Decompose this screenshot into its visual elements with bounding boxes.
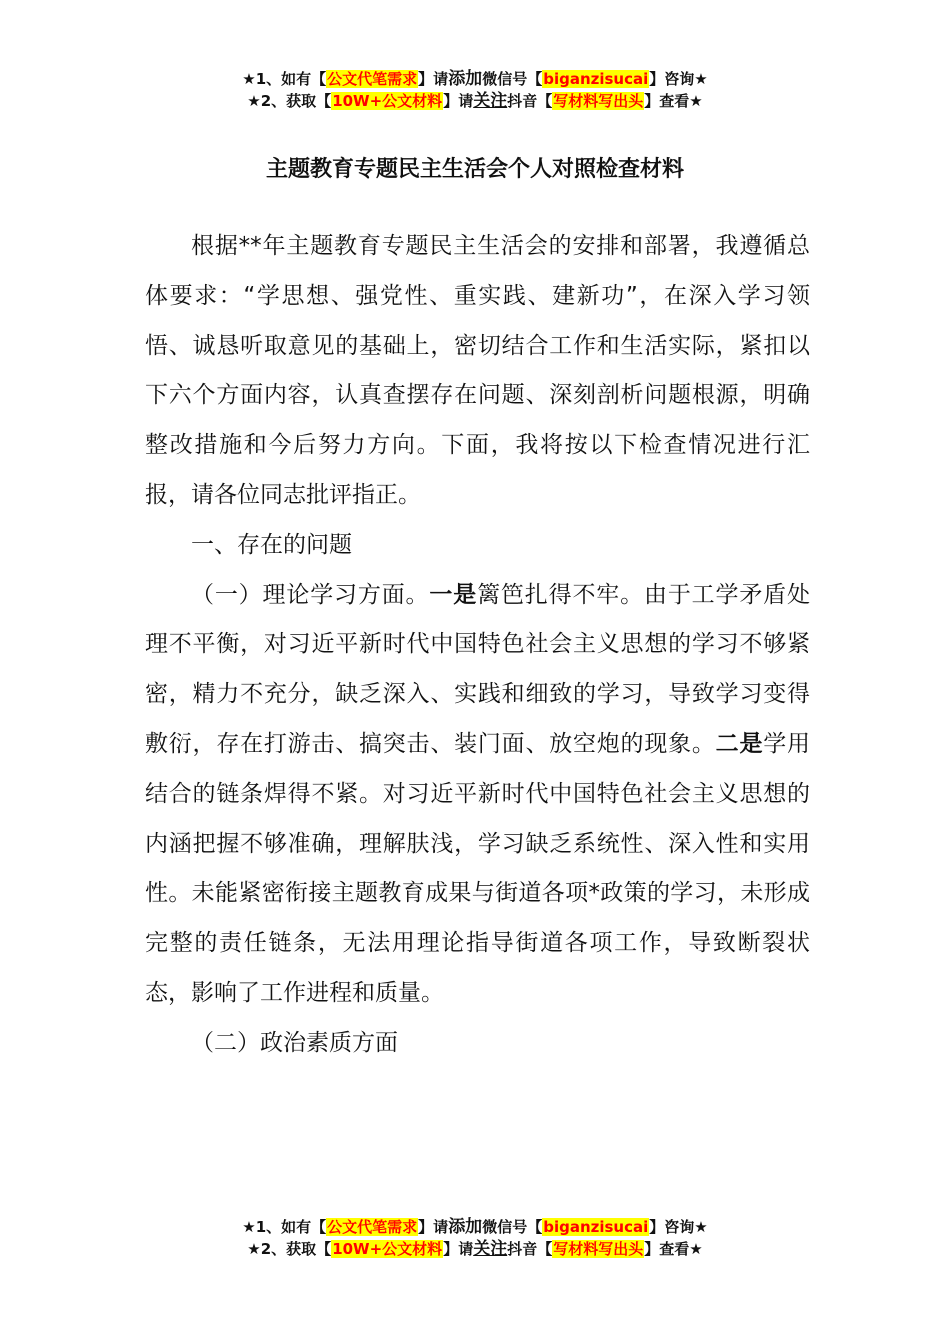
promo-line-2: ★2、获取【10W+公文材料】请关注抖音【写材料写出头】查看★ [247,1239,703,1259]
subsection-heading: （一）理论学习方面。 [191,581,430,608]
promo-strong-word: 关注 [473,91,508,111]
promo-highlight-service: 公文代笔需求 [327,1218,418,1236]
promo-highlight-douyin: 写材料写出头 [553,92,644,110]
promo-highlight-wechat: biganzisucai [543,1218,649,1236]
subsection-heading: （二）政治素质方面 [191,1029,398,1056]
subsection-theory-paragraph [145,571,810,1019]
promo-line-1: ★1、如有【公文代笔需求】请添加微信号【biganzisucai】咨询★ [242,1217,708,1237]
promo-header [0,68,950,112]
promo-strong-word: 添加 [448,1217,483,1237]
promo-highlight-materials: 10W+公文材料 [332,92,443,110]
point-label: 二是 [715,730,764,757]
promo-line-1: ★1、如有【公文代笔需求】请添加微信号【biganzisucai】咨询★ [242,69,708,89]
promo-footer [0,1216,950,1260]
point-label: 一是 [429,581,478,608]
promo-strong-word: 关注 [473,1239,508,1259]
promo-highlight-materials: 10W+公文材料 [332,1240,443,1258]
point-text: 篱笆扎得不牢。由于工学矛盾处理不平衡，对习近平新时代中国特色社会主义思想的学习不够紧密，精力不充分，缺乏深入、实践和细致的学习，导致学习变得敷衍，存在打游击、搞突击、装门面、放空炮的现象。 [145,581,811,757]
promo-highlight-service: 公文代笔需求 [327,70,418,88]
promo-highlight-douyin: 写材料写出头 [553,1240,644,1258]
section-heading: 一、存在的问题 [191,531,352,558]
promo-highlight-wechat: biganzisucai [543,70,649,88]
promo-line-2: ★2、获取【10W+公文材料】请关注抖音【写材料写出头】查看★ [247,91,703,111]
document-body [145,222,810,1069]
point-text: 学用结合的链条焊得不紧。对习近平新时代中国特色社会主义思想的内涵把握不够准确，理解肤浅，学习缺乏系统性、深入性和实用性。未能紧密衔接主题教育成果与街道各项*政策的学习，未形成完整的责任链条，无法用理论指导街道各项工作，导致断裂状态，影响了工作进程和质量。 [145,730,811,1006]
promo-strong-word: 添加 [448,69,483,89]
document-title: 主题教育专题民主生活会个人对照检查材料 [265,157,684,182]
intro-paragraph: 根据**年主题教育专题民主生活会的安排和部署，我遵循总体要求：“学思想、强党性、重实践、建新功”，在深入学习领悟、诚恳听取意见的基础上，密切结合工作和生活实际，紧扣以下六个方面内容，认真查摆存在问题、深刻剖析问题根源，明确整改措施和今后努力方向。下面，我将按以下检查情况进行汇报，请各位同志批评指正。 [145,233,810,508]
